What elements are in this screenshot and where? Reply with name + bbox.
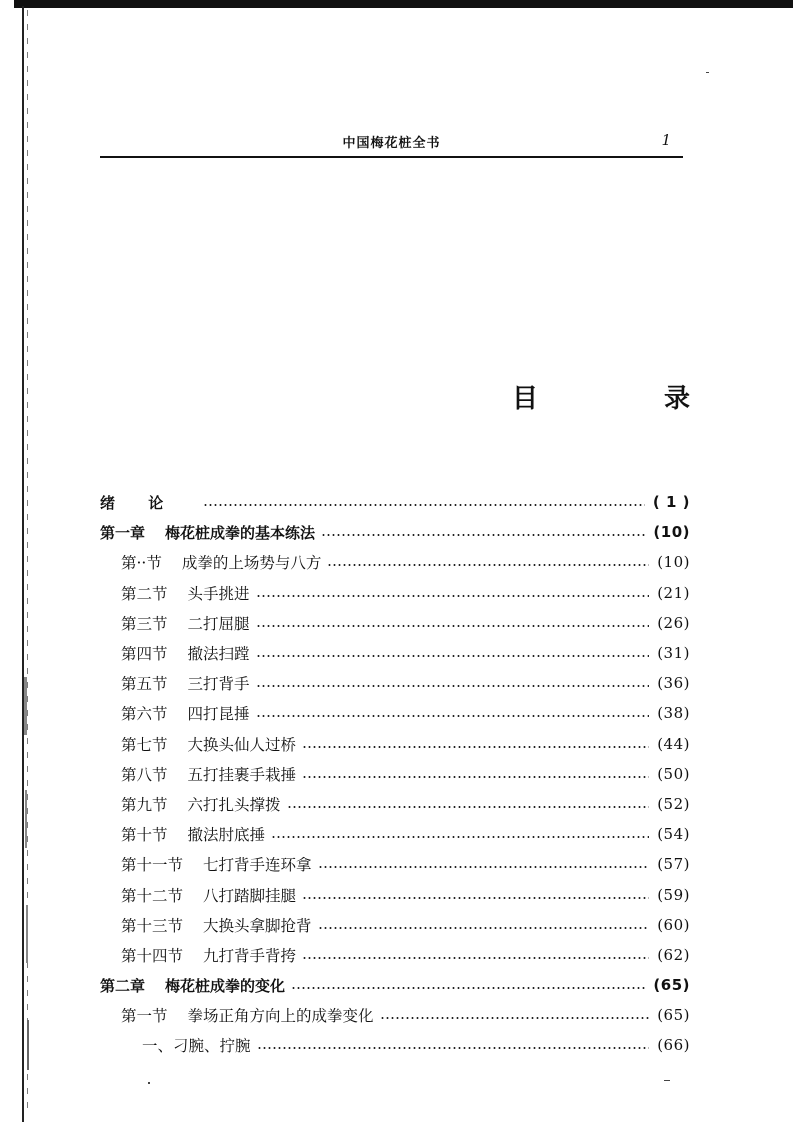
toc-heading-char-2: 录 (663, 384, 690, 414)
page-number: 1 (661, 131, 671, 149)
toc-entry-section[interactable] (100, 849, 690, 879)
dot-leader (271, 836, 649, 838)
toc-entry-section[interactable] (100, 608, 690, 638)
toc-entry-title: 四打昆捶 (187, 705, 250, 724)
toc-entry-page: (21) (657, 583, 690, 602)
dot-leader (327, 564, 649, 566)
dot-leader (302, 897, 649, 899)
toc-entry-page: (36) (657, 674, 690, 693)
toc-entry-number: 第十一节 (121, 856, 184, 875)
toc-entry-page: (66) (657, 1036, 690, 1055)
toc-entry-number: 第五节 (121, 675, 168, 694)
toc-entry-page: (60) (657, 915, 690, 934)
dot-leader (302, 957, 649, 959)
table-of-contents (100, 487, 690, 1061)
header-rule (100, 156, 683, 158)
toc-entry-number: 第十二节 (121, 886, 184, 905)
toc-entry-section[interactable] (100, 819, 690, 849)
toc-entry-title: 大换头仙人过桥 (187, 735, 297, 754)
toc-entry-title: 头手挑进 (187, 584, 250, 603)
toc-entry-number: 第九节 (121, 795, 168, 814)
dot-leader (257, 1047, 650, 1049)
toc-entry-number: 第二章 (100, 976, 146, 995)
scan-edge-shadow (26, 905, 28, 963)
toc-entry-label: 绪 论 (100, 493, 178, 512)
toc-entry-title: 大换头拿脚抢背 (203, 916, 312, 935)
book-title: 中国梅花桩全书 (342, 136, 441, 151)
toc-entry-title: 七打背手连环拿 (203, 856, 312, 875)
toc-entry-section[interactable] (100, 578, 690, 608)
scan-speck (706, 72, 709, 73)
toc-entry-title: 撤法肘底捶 (187, 826, 266, 845)
toc-entry-section[interactable] (100, 698, 690, 728)
toc-entry-section[interactable] (100, 638, 690, 668)
toc-entry-page: (57) (657, 855, 690, 874)
toc-entry-page: (50) (657, 764, 690, 783)
toc-entry-title: 梅花桩成拳的基本练法 (165, 523, 316, 542)
toc-entry-number: 第六节 (121, 705, 168, 724)
toc-entry-number: 第三节 (121, 614, 168, 633)
toc-entry-title: 二打屈腿 (187, 614, 250, 633)
dot-leader (203, 504, 645, 506)
toc-entry-page: (38) (657, 704, 690, 723)
toc-entry-number: 第四节 (121, 645, 168, 664)
toc-entry-number: 第二节 (121, 584, 168, 603)
toc-entry-title: 拳场正角方向上的成拳变化 (187, 1007, 374, 1026)
dot-leader (256, 715, 650, 717)
toc-entry-title: 一、刁腕、拧腕 (142, 1037, 251, 1056)
scan-left-border (22, 6, 24, 1122)
toc-entry-introduction[interactable] (100, 487, 690, 517)
toc-entry-title: 八打踏脚挂腿 (203, 886, 297, 905)
toc-entry-section[interactable] (100, 759, 690, 789)
toc-heading-char-1: 目 (512, 384, 539, 414)
toc-entry-section[interactable] (100, 547, 690, 577)
toc-entry-page: ( 1 ) (652, 493, 690, 512)
toc-entry-section[interactable] (100, 879, 690, 909)
toc-entry-section[interactable] (100, 789, 690, 819)
toc-entry-chapter-1[interactable] (100, 517, 690, 547)
dot-leader (302, 746, 649, 748)
dot-leader (287, 806, 650, 808)
toc-heading (500, 378, 690, 412)
dot-leader (302, 776, 649, 778)
toc-entry-chapter-2[interactable] (100, 970, 690, 1000)
dot-leader (256, 685, 650, 687)
toc-entry-page: (31) (657, 644, 690, 663)
dot-leader (256, 595, 650, 597)
toc-entry-title: 六打扎头撑拨 (187, 795, 281, 814)
toc-entry-number: 第八节 (121, 765, 168, 784)
toc-entry-title: 五打挂裹手栽捶 (187, 765, 297, 784)
toc-entry-section[interactable] (100, 668, 690, 698)
toc-entry-title: 九打背手背挎 (203, 946, 297, 965)
toc-entry-number: 第十四节 (121, 946, 184, 965)
dot-leader (256, 655, 650, 657)
toc-entry-page: (26) (657, 613, 690, 632)
running-header (100, 130, 683, 156)
scan-edge-shadow (24, 677, 27, 735)
toc-entry-number: 第一章 (100, 523, 146, 542)
toc-entry-title: 梅花桩成拳的变化 (165, 976, 286, 995)
toc-entry-page: (52) (657, 794, 690, 813)
toc-entry-section[interactable] (100, 1000, 690, 1030)
toc-entry-number: 第··节 (121, 554, 162, 573)
scan-edge-shadow (27, 1020, 29, 1070)
toc-entry-title: 成拳的上场势与八方 (181, 554, 322, 573)
toc-entry-subsection[interactable] (100, 1030, 690, 1060)
toc-entry-page: (65) (653, 976, 690, 995)
toc-entry-page: (54) (657, 825, 690, 844)
scan-speck (148, 1082, 150, 1084)
toc-entry-page: (65) (657, 1006, 690, 1025)
toc-entry-page: (10) (657, 553, 690, 572)
toc-entry-section[interactable] (100, 729, 690, 759)
scan-top-border-notch (118, 0, 568, 3)
toc-entry-title: 撤法扫蹚 (187, 645, 250, 664)
toc-entry-number: 第一节 (121, 1007, 168, 1026)
toc-entry-number: 第七节 (121, 735, 168, 754)
toc-entry-section[interactable] (100, 910, 690, 940)
toc-entry-number: 第十三节 (121, 916, 184, 935)
toc-entry-page: (10) (653, 523, 690, 542)
toc-entry-section[interactable] (100, 940, 690, 970)
dot-leader (321, 534, 645, 536)
toc-entry-page: (62) (657, 945, 690, 964)
dot-leader (291, 987, 645, 989)
scan-speck (664, 1080, 670, 1081)
dot-leader (318, 927, 650, 929)
scan-edge-shadow (25, 790, 27, 848)
dot-leader (318, 866, 650, 868)
toc-entry-page: (59) (657, 885, 690, 904)
toc-entry-title: 三打背手 (187, 675, 250, 694)
dot-leader (256, 625, 650, 627)
toc-entry-page: (44) (657, 734, 690, 753)
dot-leader (380, 1017, 650, 1019)
toc-entry-number: 第十节 (121, 826, 168, 845)
